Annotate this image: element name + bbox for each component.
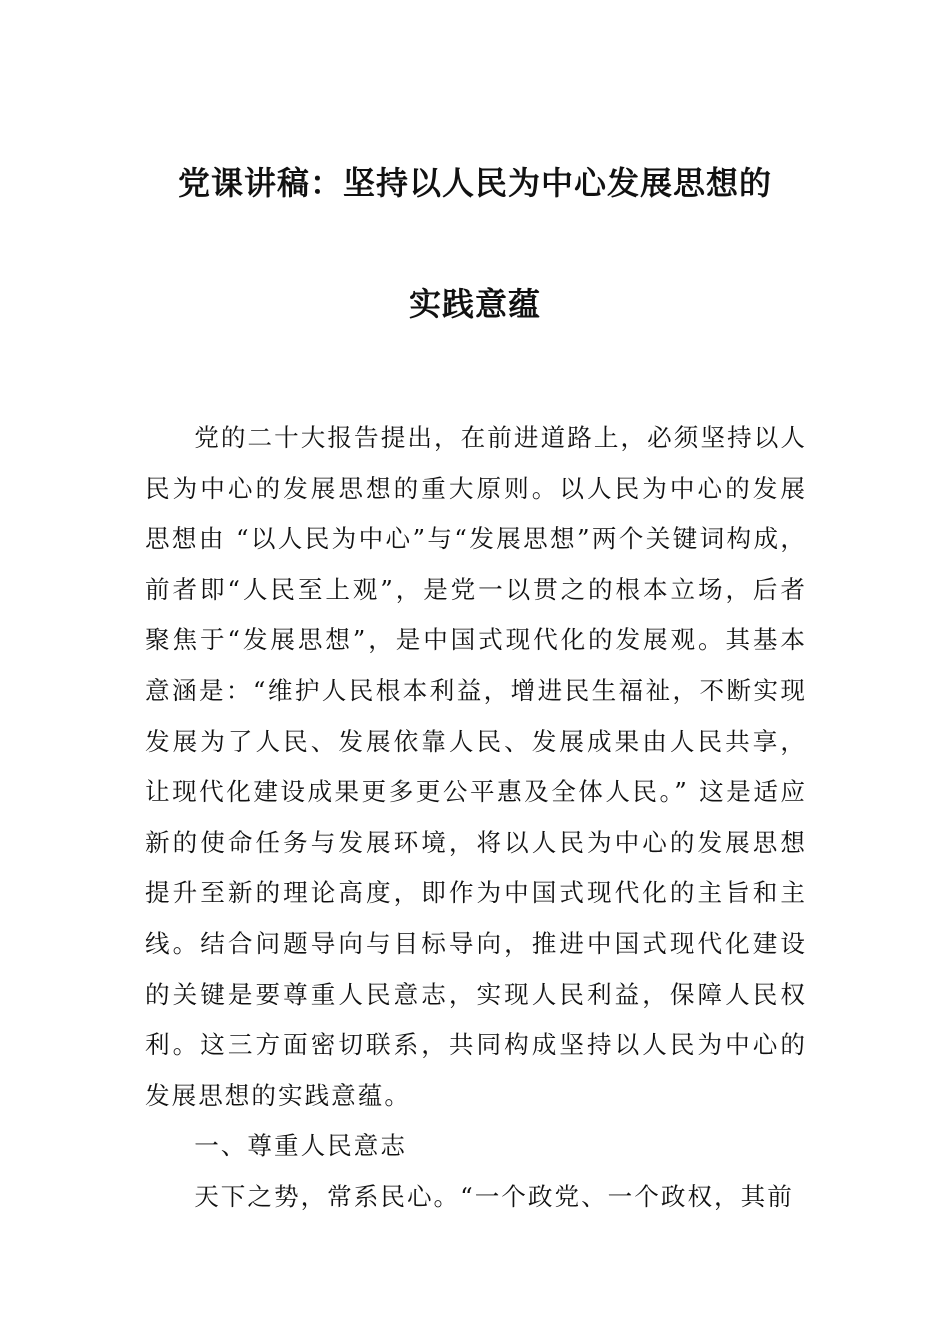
document-title-line-2: 实践意蕴 [408,285,541,323]
intro-paragraph: 党的二十大报告提出，在前进道路上，必须坚持以人民为中心的发展思想的重大原则。以人民为中心的发展思想由 “以人民为中心”与“发展思想”两个关键词构成，前者即“人民至上观”，是党一以贯之的根本立场，后者聚焦于“发展思想”，是中国式现代化的发展观。其基本意涵是：“维护人民根本利益，增进民生福祉，不断实现发展为了人民、发展依靠人民、发展成果由人民共享，让现代化建设成果更多更公平惠及全体人民。” 这是适应新的使命任务与发展环境，将以人民为中心的发展思想提升至新的理论高度，即作为中国式现代化的主旨和主线。结合问题导向与目标导向，推进中国式现代化建设的关键是要尊重人民意志，实现人民利益，保障人民权利。这三方面密切联系，共同构成坚持以人民为中心的发展思想的实践意蕴。 [145,423,807,1110]
section-heading: 一、尊重人民意志 [194,1131,407,1161]
document-title-line-1: 党课讲稿：坚持以人民为中心发展思想的 [177,164,772,202]
document-body [145,413,807,1223]
section-paragraph: 天下之势，常系民心。“一个政党、一个政权，其前 [194,1181,794,1211]
